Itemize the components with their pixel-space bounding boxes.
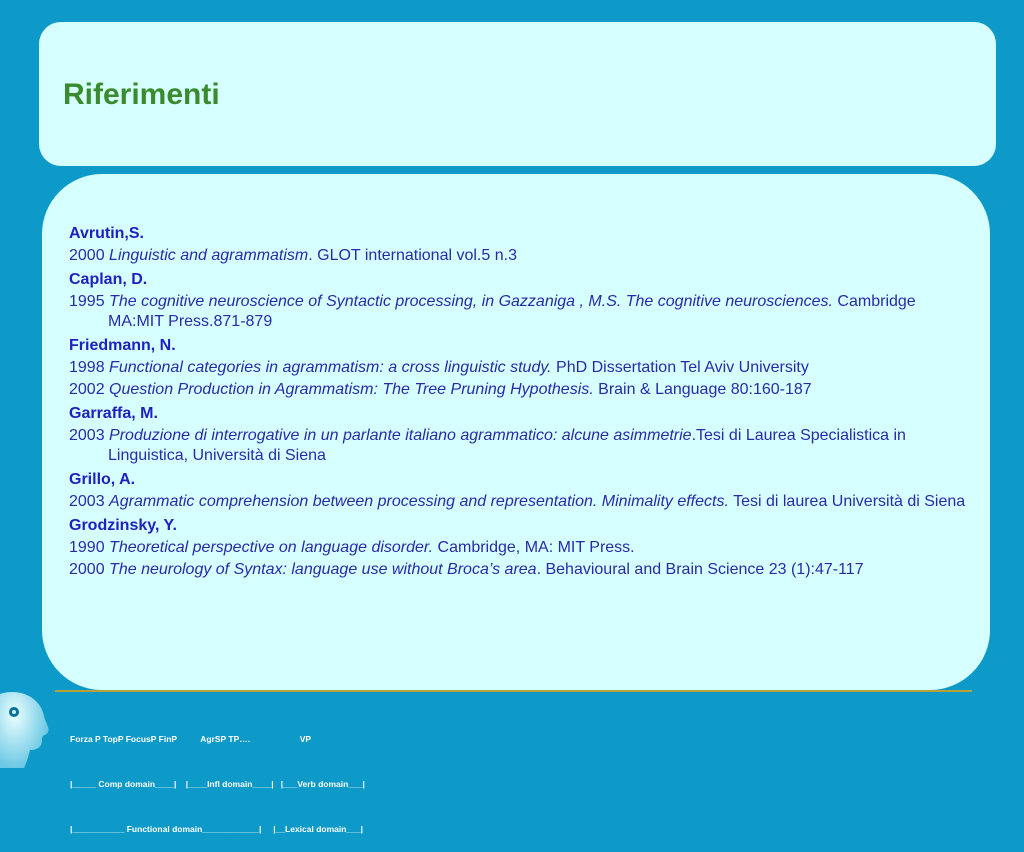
reference-author: Grodzinsky, Y. [69,517,177,534]
reference-year: 2002 [69,381,110,398]
reference-title: Produzione di interrogative in un parlante italiano agrammatico: alcune asimmetrie [109,427,692,444]
reference-title: Question Production in Agrammatism: The Tree Pruning Hypothesis. [109,381,594,398]
reference-source: . Behavioural and Brain Science 23 (1):47-117 [536,561,864,578]
reference-title: The cognitive neuroscience of Syntactic processing, in Gazzaniga , M.S. The cognitive neurosciences. [109,293,833,310]
reference-entry [69,538,969,558]
footer-line-2: |_____ Comp domain____| |____Infl domain____| |___Verb domain___| [70,779,365,789]
head-silhouette-icon [0,688,60,768]
footer-divider [55,690,972,692]
reference-list [69,220,969,580]
reference-entry [69,560,969,580]
reference-title: The neurology of Syntax: language use without Broca’s area [109,561,537,578]
reference-source: Tesi di laurea Università di Siena [728,493,966,510]
title-panel [39,22,996,166]
reference-source: PhD Dissertation Tel Aviv University [551,359,809,376]
reference-source: .Tesi di Laurea Specialistica in Linguistica, Università di Siena [108,427,906,464]
slide-title: Riferimenti [63,78,220,111]
reference-year: 1990 [69,539,110,556]
reference-source: . GLOT international vol.5 n.3 [308,247,517,264]
reference-year: 2003 [69,493,110,510]
reference-author: Garraffa, M. [69,405,158,422]
footer-domains [70,702,365,852]
references-panel [42,174,990,690]
reference-entry [69,380,969,400]
reference-title: Functional categories in agrammatism: a cross linguistic study. [109,359,552,376]
reference-entry [69,292,969,332]
reference-author: Caplan, D. [69,271,148,288]
reference-year: 2000 [69,561,110,578]
reference-year: 2000 [69,247,110,264]
reference-author: Grillo, A. [69,471,136,488]
reference-year: 1998 [69,359,110,376]
reference-entry [69,358,969,378]
reference-source: Cambridge, MA: MIT Press. [433,539,635,556]
reference-title: Agrammatic comprehension between processing and representation. Minimality effects. [109,493,729,510]
reference-entry [69,426,969,466]
footer-line-1: Forza P TopP FocusP FinP AgrSP TP…. VP [70,734,312,744]
reference-source: Cambridge MA:MIT Press.871-879 [108,293,916,330]
reference-entry [69,246,969,266]
reference-author: Friedmann, N. [69,337,176,354]
reference-entry [69,492,969,512]
reference-source: Brain & Language 80:160-187 [593,381,812,398]
reference-year: 1995 [69,293,110,310]
reference-title: Theoretical perspective on language disorder. [109,539,434,556]
reference-title: Linguistic and agrammatism [109,247,309,264]
reference-author: Avrutin,S. [69,225,144,242]
reference-year: 2003 [69,427,110,444]
footer-line-3: |___________ Functional domain____________| |__Lexical domain___| [70,824,364,834]
